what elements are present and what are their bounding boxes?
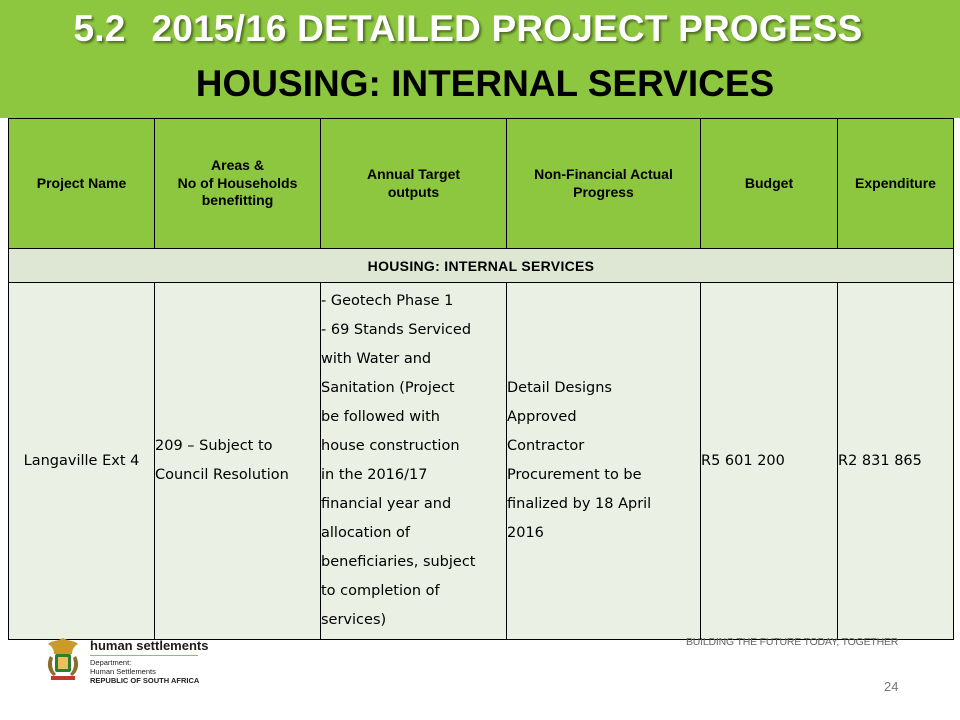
department-name: human settlements xyxy=(90,638,209,653)
section-row xyxy=(9,249,954,283)
slide-title-line2: HOUSING: INTERNAL SERVICES xyxy=(195,63,775,104)
section-title: HOUSING: INTERNAL SERVICES xyxy=(9,249,954,283)
cell-actual-progress: Detail Designs Approved Contractor Procurement to be finalized by 18 April 2016 xyxy=(507,283,701,640)
title-text: 2015/16 DETAILED PROJECT PROGESS xyxy=(151,8,863,49)
department-subtitle: Department: Human Settlements REPUBLIC OF SOUTH AFRICA xyxy=(90,658,200,685)
cell-budget: R5 601 200 xyxy=(701,283,838,640)
header-project-name: Project Name xyxy=(9,119,155,249)
cell-project-name: Langaville Ext 4 xyxy=(9,283,155,640)
table-header-row xyxy=(9,119,954,249)
coat-of-arms-logo xyxy=(38,634,88,684)
cell-annual-target: - Geotech Phase 1 - 69 Stands Serviced with Water and Sanitation (Project be followed with house construction in the 2016/17 financial year and allocation of beneficiaries, subject to completion of services) xyxy=(321,283,507,640)
header-annual-target: Annual Target outputs xyxy=(321,119,507,249)
header-expenditure: Expenditure xyxy=(838,119,954,249)
title-banner xyxy=(0,0,960,118)
department-divider xyxy=(90,655,198,656)
project-progress-table xyxy=(8,118,954,640)
section-number: 5.2 xyxy=(73,8,126,49)
header-budget: Budget xyxy=(701,119,838,249)
slogan: BUILDING THE FUTURE TODAY, TOGETHER xyxy=(686,636,899,648)
cell-households: 209 – Subject to Council Resolution xyxy=(155,283,321,640)
cell-expenditure: R2 831 865 xyxy=(838,283,954,640)
header-actual-progress: Non-Financial Actual Progress xyxy=(507,119,701,249)
slide-title-line1 xyxy=(0,8,948,50)
table-row xyxy=(9,283,954,640)
header-areas-households: Areas & No of Households benefitting xyxy=(155,119,321,249)
page-number: 24 xyxy=(884,679,899,694)
